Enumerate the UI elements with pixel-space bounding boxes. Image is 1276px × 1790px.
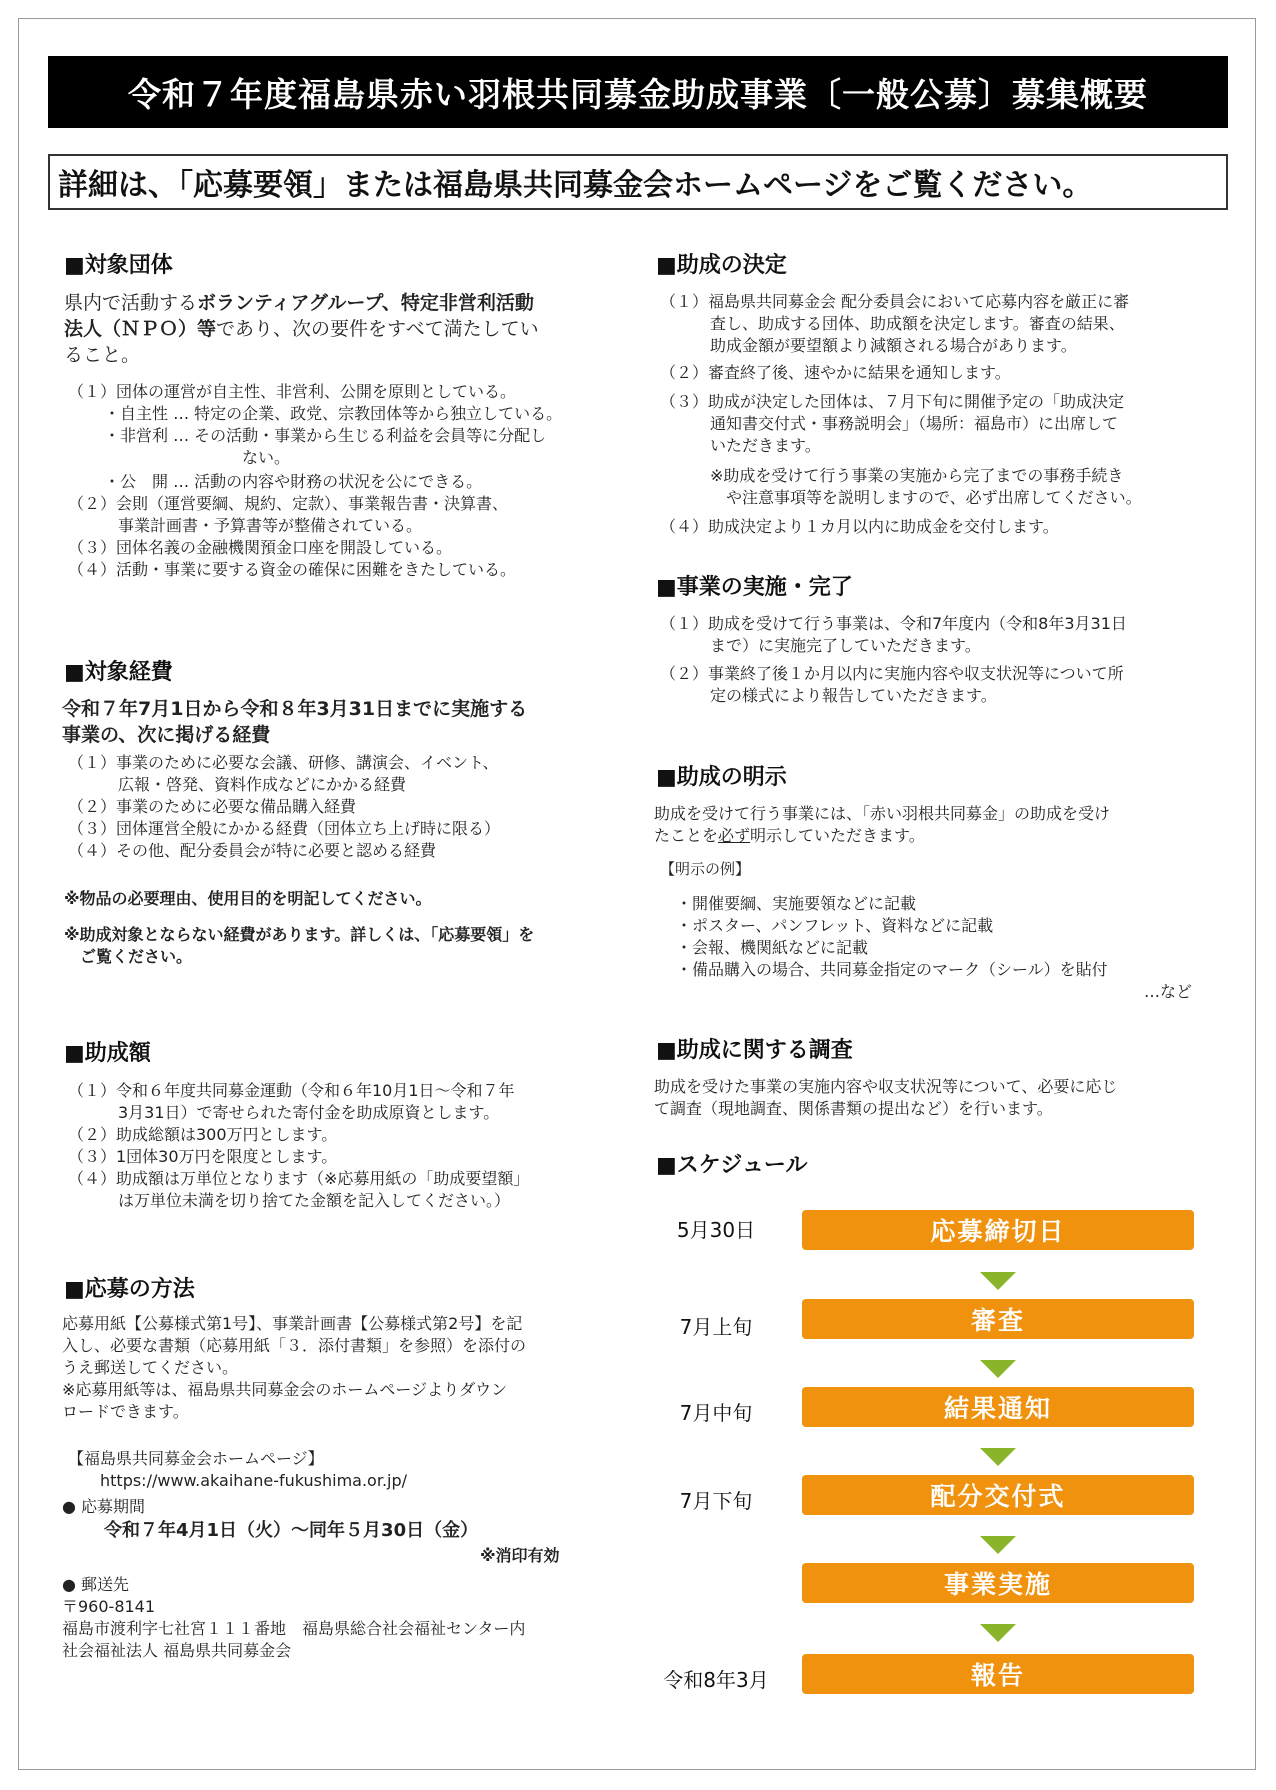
kettei-text: 通知書交付式・事務説明会」（場所：福島市）に出席して	[710, 414, 1119, 433]
post-label: ● 郵送先	[62, 1575, 130, 1594]
meiji-text: たことを必ず明示していただきます。	[654, 826, 925, 845]
post-address: 福島市渡利字七社宮１１１番地 福島県総合社会福祉センター内	[62, 1619, 526, 1638]
section-heading-taisho-dantai: ■対象団体	[64, 253, 173, 278]
section-heading-oubo: ■応募の方法	[64, 1277, 195, 1302]
kettei-text: いただきます。	[710, 436, 821, 455]
taisho-keihi-lead: 事業の、次に掲げる経費	[62, 724, 271, 746]
schedule-date: 7月中旬	[679, 1401, 753, 1425]
taisho-keihi-item: （２）事業のために必要な備品購入経費	[68, 797, 357, 816]
homepage-link[interactable]: https://www.akaihane-fukushima.or.jp/	[100, 1471, 408, 1490]
kettei-text: ※助成を受けて行う事業の実施から完了までの事務手続き	[710, 466, 1124, 485]
schedule-date: 7月下旬	[679, 1489, 753, 1513]
schedule-date: 5月30日	[676, 1218, 756, 1242]
meiji-example-label: 【明示の例】	[660, 860, 751, 878]
arrow-down-icon	[980, 1360, 1016, 1378]
taisho-dantai-item: ・非営利 … その活動・事業から生じる利益を会員等に分配し	[104, 426, 547, 445]
josei-gaku-item: 3月31日）で寄せられた寄付金を助成原資とします。	[118, 1103, 500, 1122]
josei-gaku-item: （１）令和６年度共同募金運動（令和６年10月1日～令和７年	[68, 1081, 515, 1100]
josei-gaku-item: （２）助成総額は300万円とします。	[68, 1125, 338, 1144]
josei-gaku-item: （４）助成額は万単位となります（※応募用紙の「助成要望額」	[68, 1169, 530, 1188]
meiji-text: 助成を受けて行う事業には、「赤い羽根共同募金」の助成を受け	[654, 804, 1111, 823]
schedule-date: 令和8年3月	[663, 1668, 769, 1692]
taisho-keihi-note: ※物品の必要理由、使用目的を明記してください。	[64, 889, 432, 908]
meiji-example: ・会報、機関紙などに記載	[676, 938, 869, 957]
jisshi-text: （１）助成を受けて行う事業は、令和7年度内（令和8年3月31日	[660, 614, 1127, 633]
taisho-dantai-intro-line1: 県内で活動するボランティアグループ、特定非営利活動	[64, 292, 534, 314]
taisho-keihi-item: 広報・啓発、資料作成などにかかる経費	[118, 775, 407, 794]
period-value: 令和７年4月1日（火）～同年５月30日（金）	[104, 1520, 479, 1541]
taisho-dantai-item: ・自主性 … 特定の企業、政党、宗教団体等から独立している。	[104, 404, 563, 423]
taisho-dantai-item: ない。	[242, 448, 291, 467]
oubo-text: ロードできます。	[62, 1402, 189, 1421]
taisho-dantai-item: ・公 開 … 活動の内容や財務の状況を公にできる。	[104, 472, 483, 491]
section-heading-chousa: ■助成に関する調査	[656, 1038, 853, 1063]
arrow-down-icon	[980, 1448, 1016, 1466]
schedule-step-jigyou-jisshi: 事業実施	[802, 1563, 1194, 1603]
josei-gaku-item: （３）1団体30万円を限度とします。	[68, 1147, 338, 1166]
meiji-example: ・開催要綱、実施要領などに記載	[676, 894, 917, 913]
arrow-down-icon	[980, 1536, 1016, 1554]
schedule-step-oubo-shimekiri: 応募締切日	[802, 1210, 1194, 1250]
taisho-keihi-item: （３）団体運営全般にかかる経費（団体立ち上げ時に限る）	[68, 819, 501, 838]
jisshi-text: （２）事業終了後１か月以内に実施内容や収支状況等について所	[660, 664, 1124, 683]
schedule-step-houkoku: 報告	[802, 1654, 1194, 1694]
oubo-text: うえ郵送してください。	[62, 1358, 239, 1377]
taisho-dantai-item: （３）団体名義の金融機関預金口座を開設している。	[68, 538, 453, 557]
schedule-step-kekka-tsuchi: 結果通知	[802, 1387, 1194, 1427]
section-heading-jisshi: ■事業の実施・完了	[656, 575, 853, 600]
taisho-dantai-item: （１）団体の運営が自主性、非営利、公開を原則としている。	[68, 382, 517, 401]
kettei-text: （２）審査終了後、速やかに結果を通知します。	[660, 363, 1011, 382]
oubo-text: ※応募用紙等は、福島県共同募金会のホームページよりダウン	[62, 1380, 508, 1399]
post-org: 社会福祉法人 福島県共同募金会	[62, 1641, 292, 1660]
arrow-down-icon	[980, 1624, 1016, 1642]
kettei-text: や注意事項等を説明しますので、必ず出席してください。	[726, 488, 1142, 507]
post-zip: 〒960-8141	[62, 1597, 156, 1616]
jisshi-text: まで）に実施完了していただきます。	[710, 636, 981, 655]
kettei-text: 助成金額が要望額より減額される場合があります。	[710, 336, 1077, 355]
taisho-keihi-item: （１）事業のために必要な会議、研修、講演会、イベント、	[68, 753, 499, 772]
taisho-keihi-item: （４）その他、配分委員会が特に必要と認める経費	[68, 841, 437, 860]
section-heading-kettei: ■助成の決定	[656, 253, 787, 278]
schedule-step-shinsa: 審査	[802, 1299, 1194, 1339]
jisshi-text: 定の様式により報告していただきます。	[710, 686, 997, 705]
postmark-note: ※消印有効	[480, 1546, 560, 1565]
period-label: ● 応募期間	[62, 1497, 146, 1516]
homepage-label: 【福島県共同募金会ホームページ】	[68, 1449, 324, 1468]
meiji-etc: …など	[1144, 982, 1193, 1001]
page-title: 令和７年度福島県赤い羽根共同募金助成事業〔一般公募〕募集概要	[48, 56, 1228, 128]
taisho-keihi-note: ご覧ください。	[80, 947, 193, 966]
taisho-dantai-item: 事業計画書・予算書等が整備されている。	[118, 516, 423, 535]
section-heading-schedule: ■スケジュール	[656, 1153, 808, 1178]
kettei-text: 査し、助成する団体、助成額を決定します。審査の結果、	[710, 314, 1125, 333]
chousa-text: 助成を受けた事業の実施内容や収支状況等について、必要に応じ	[654, 1077, 1118, 1096]
oubo-text: 入し、必要な書類（応募用紙「３．添付書類」を参照）を添付の	[62, 1336, 527, 1355]
schedule-step-haibun-koufushiki: 配分交付式	[802, 1475, 1194, 1515]
taisho-dantai-item: （２）会則（運営要綱、規約、定款）、事業報告書・決算書、	[68, 494, 509, 513]
taisho-dantai-item: （４）活動・事業に要する資金の確保に困難をきたしている。	[68, 560, 517, 579]
meiji-example: ・ポスター、パンフレット、資料などに記載	[676, 916, 994, 935]
arrow-down-icon	[980, 1272, 1016, 1290]
taisho-dantai-intro-line2: 法人（ＮＰＯ）等であり、次の要件をすべて満たしてい	[64, 318, 539, 340]
taisho-keihi-lead: 令和７年7月1日から令和８年3月31日までに実施する	[62, 698, 528, 720]
chousa-text: て調査（現地調査、関係書類の提出など）を行います。	[654, 1099, 1053, 1118]
taisho-dantai-intro-line3: ること。	[64, 344, 141, 366]
oubo-text: 応募用紙【公募様式第1号】、事業計画書【公募様式第2号】を記	[62, 1314, 523, 1333]
taisho-keihi-note: ※助成対象とならない経費があります。詳しくは、「応募要領」を	[64, 925, 535, 944]
page-subtitle: 詳細は、「応募要領」または福島県共同募金会ホームページをご覧ください。	[48, 154, 1228, 210]
kettei-text: （３）助成が決定した団体は、７月下旬に開催予定の「助成決定	[660, 392, 1125, 411]
kettei-text: （４）助成決定より１カ月以内に助成金を交付します。	[660, 517, 1059, 536]
section-heading-josei-gaku: ■助成額	[64, 1041, 151, 1066]
section-heading-meiji: ■助成の明示	[656, 765, 787, 790]
schedule-date: 7月上旬	[679, 1315, 753, 1339]
section-heading-taisho-keihi: ■対象経費	[64, 660, 173, 685]
meiji-example: ・備品購入の場合、共同募金指定のマーク（シール）を貼付	[676, 960, 1108, 979]
josei-gaku-item: は万単位未満を切り捨てた金額を記入してください。）	[118, 1191, 511, 1210]
kettei-text: （１）福島県共同募金会 配分委員会において応募内容を厳正に審	[660, 292, 1130, 311]
